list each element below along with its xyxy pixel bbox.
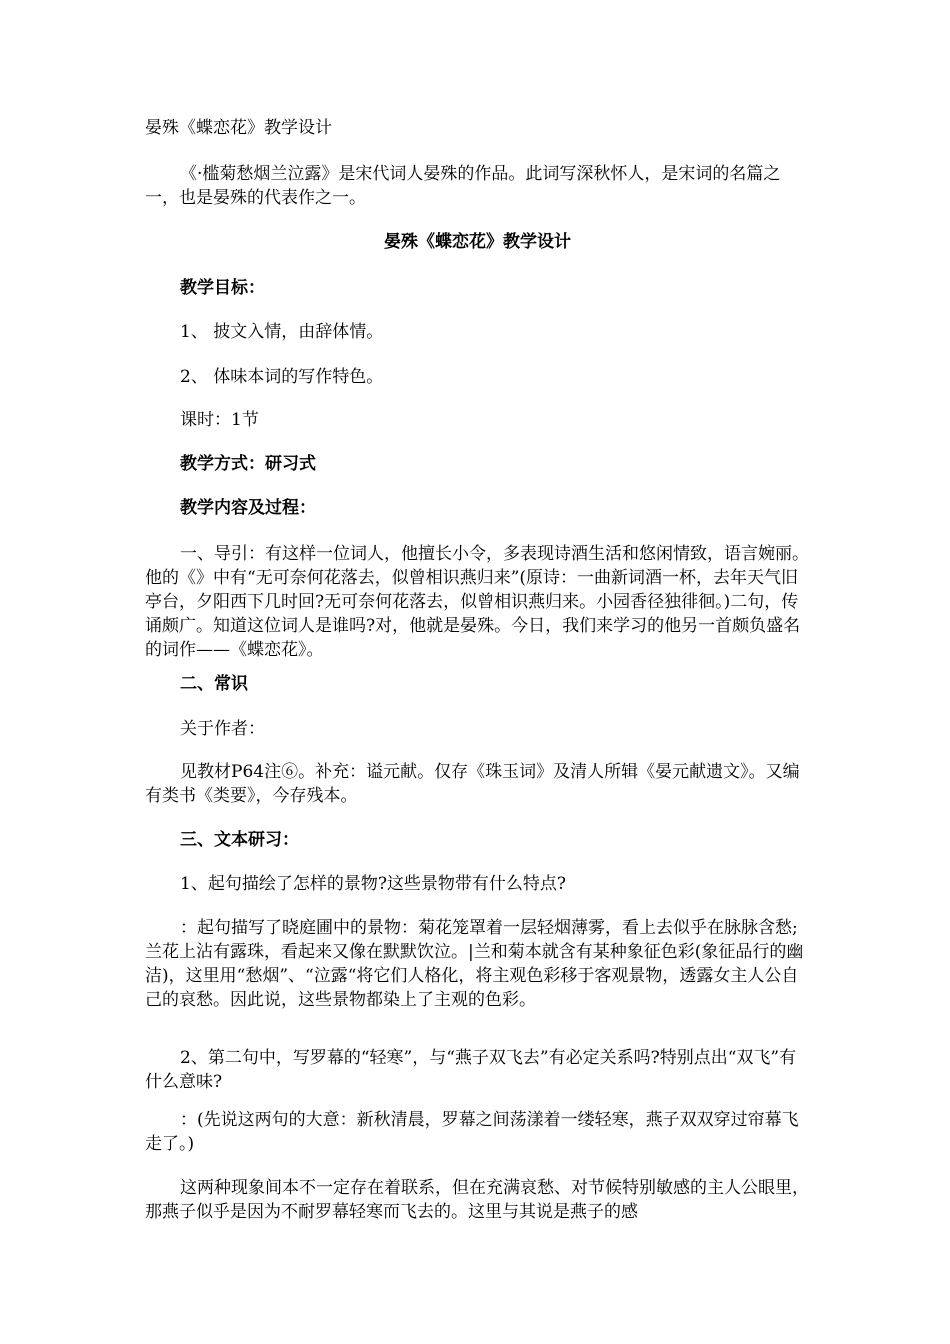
question-2: 2、第二句中，写罗幕的“轻寒”，与“燕子双飞去”有必定关系吗?特别点出“双飞”有什么意味? — [145, 1048, 797, 1092]
objectives-title: 教学目标： — [180, 278, 265, 298]
author-note-paragraph: 见教材P64注⑥。补充：谥元献。仅存《珠玉词》及清人所辑《晏元献遗文》。又编有类书《类要》，今存残本。 — [145, 762, 800, 806]
about-author-label: 关于作者： — [180, 719, 265, 739]
objective-item-1: 1、 披文入情，由辞体情。 — [180, 322, 384, 342]
answer-2-continued: 这两种现象间本不一定存在着联系，但在充满哀愁、对节候特别敏感的主人公眼里，那燕子似乎是因为不耐罗幕轻寒而飞去的。这里与其说是燕子的感 — [145, 1178, 809, 1222]
question-1: 1、起句描绘了怎样的景物?这些景物带有什么特点? — [180, 874, 567, 894]
part3-title: 三、文本研习： — [180, 830, 299, 850]
class-hours: 课时：1节 — [180, 410, 259, 430]
part2-title: 二、常识 — [180, 674, 248, 694]
answer-2: ：(先说这两句的大意：新秋清晨，罗幕之间荡漾着一缕轻寒，燕子双双穿过帘幕飞走了。) — [145, 1110, 799, 1154]
document-title: 晏殊《蝶恋花》教学设计 — [145, 118, 332, 138]
teaching-method: 教学方式：研习式 — [180, 454, 316, 474]
objective-item-2: 2、 体味本词的写作特色。 — [180, 367, 384, 387]
answer-1: ：起句描写了晓庭圃中的景物：菊花笼罩着一层轻烟薄雾，看上去似乎在脉脉含愁;兰花上沾有露珠，看起来又像在默默饮泣。|兰和菊本就含有某种象征色彩(象征品行的幽洁)，这里用“愁烟”、“泣露“将它们人格化，将主观色彩移于客观景物，透露女主人公自己的哀愁。因此说，这些景物都染上了主观的色彩。 — [145, 918, 804, 1010]
intro-paragraph: 《·槛菊愁烟兰泣露》是宋代词人晏殊的作品。此词写深秋怀人，是宋词的名篇之一，也是晏殊的代表作之一。 — [145, 164, 781, 208]
content-title: 教学内容及过程： — [180, 498, 316, 518]
section-heading: 晏殊《蝶恋花》教学设计 — [384, 232, 571, 252]
part1-paragraph: 一、导引：有这样一位词人，他擅长小令，多表现诗酒生活和悠闲情致，语言婉丽。他的《》中有“无可奈何花落去，似曾相识燕归来”(原诗：一曲新词酒一杯，去年天气旧亭台，夕阳西下几时回?无可奈何花落去，似曾相识燕归来。小园香径独徘徊。)二句，传诵颇广。知道这位词人是谁吗?对，他就是晏殊。今日，我们来学习的他另一首颇负盛名的词作——《蝶恋花》。 — [145, 544, 809, 660]
